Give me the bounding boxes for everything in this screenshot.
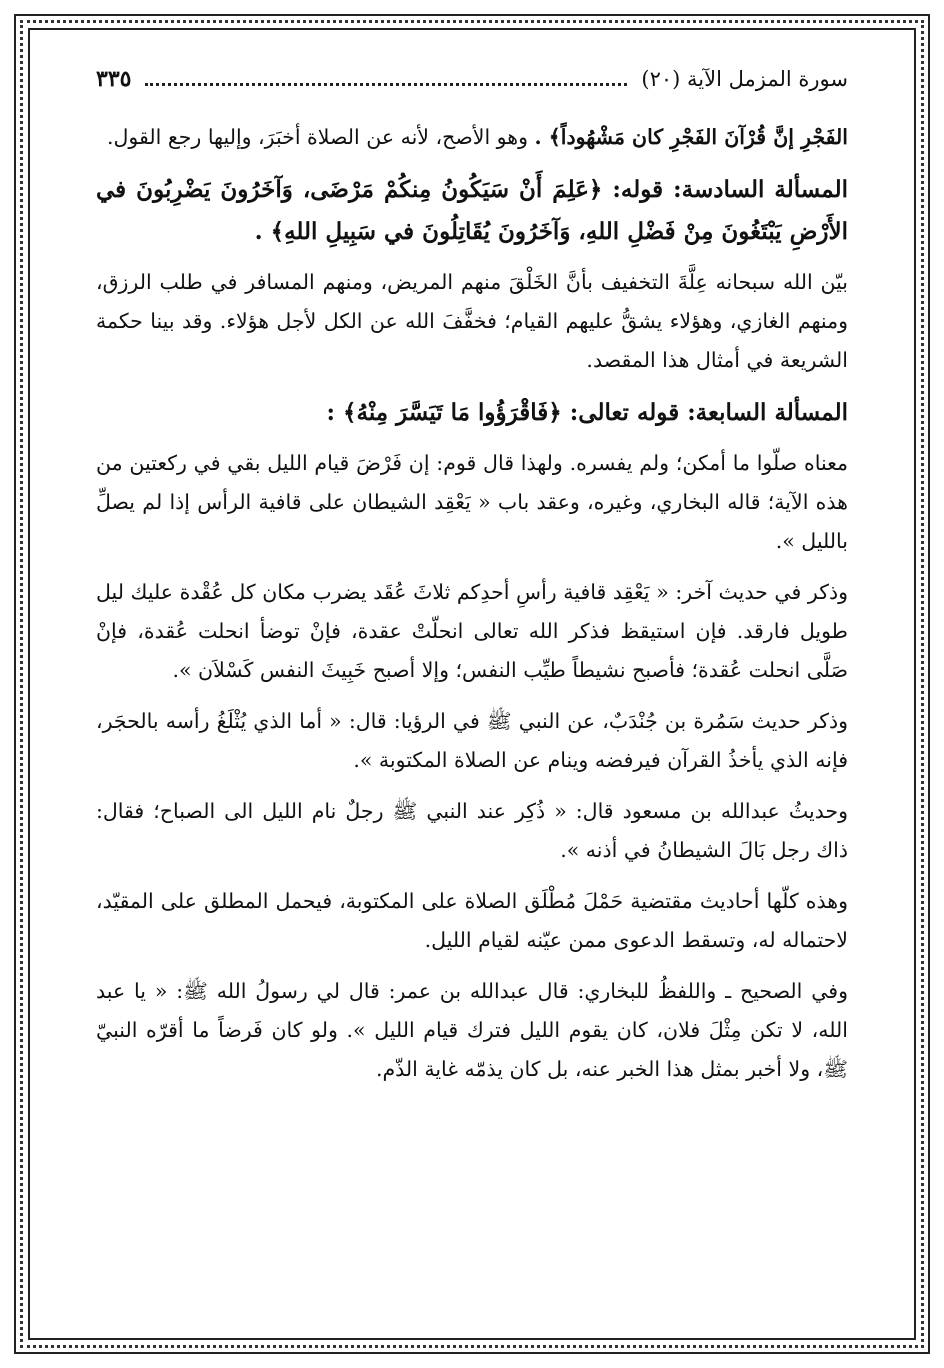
page-content: [96, 66, 848, 1308]
section-heading: المسألة السادسة: قوله: ﴿عَلِمَ أَنْ سَيَكُونُ مِنكُمْ مَرْضَى، وَآخَرُونَ يَضْرِبُونَ في الأَرْضِ يَبْتَغُونَ مِنْ فَضْلِ اللهِ، وَآخَرُونَ يُقَاتِلُونَ في سَبِيلِ اللهِ﴾ .: [96, 176, 848, 245]
paragraph: وذكر حديث سَمُرة بن جُنْدَبٌ، عن النبي ﷺ في الرؤيا: قال: « أما الذي يُثْلَغُ رأسه بالحجَر، فإنه الذي يأخذُ القرآن فيرفضه وينام عن الصلاة المكتوبة ».: [96, 709, 848, 772]
section-heading: المسألة السابعة: قوله تعالى: ﴿فَاقْرَؤُوا مَا تَيَسَّرَ مِنْهُ﴾ :: [326, 399, 848, 426]
paragraph: وحديثُ عبدالله بن مسعود قال: « ذُكِر عند النبي ﷺ رجلٌ نام الليل الى الصباح؛ فقال: ذاك رجل بَالَ الشيطانُ في أذنه ».: [96, 799, 848, 862]
paragraph: وفي الصحيح ـ واللفظُ للبخاري: قال عبدالله بن عمر: قال لي رسولُ الله ﷺ: « يا عبد الله، لا تكن مِثْلَ فلان، كان يقوم الليل فترك قيام الليل ». ولو كان فَرضاً ما أقرّه النبيّ ﷺ، ولا أخبر بمثل هذا الخبر عنه، بل كان يذمّه غاية الذّم.: [96, 979, 848, 1081]
running-header: [96, 66, 848, 92]
paragraph: وهذه كلّها أحاديث مقتضية حَمْلَ مُطْلَق الصلاة على المكتوبة، فيحمل المطلق على المقيّد، لاحتماله له، وتسقط الدعوى ممن عيّنه لقيام الليل.: [96, 889, 848, 952]
quran-quote: الفَجْرِ إنَّ قُرْآنَ الفَجْرِ كان مَشْهُوداً﴾ .: [534, 125, 848, 149]
paragraph-text: وهو الأصح، لأنه عن الصلاة أخبَرَ، وإليها رجع القول.: [106, 125, 535, 149]
page-number: ٣٣٥: [96, 66, 132, 92]
paragraph: وذكر في حديث آخر: « يَعْقِد قافية رأسِ أحدِكم ثلاثَ عُقَد يضرب مكان كل عُقْدة عليك ليل طويل فارقد. فإن استيقظ فذكر الله تعالى انحلّتْ عقدة، فإنْ توضأ انحلت عُقدة، فإنْ صَلَّى انحلت عُقدة؛ فأصبح نشيطاً طيِّب النفس؛ وإلا أصبح خَبِيثَ النفس كَسْلاَن ».: [96, 580, 848, 682]
header-leader-dots: [145, 73, 627, 86]
paragraph: بيّن الله سبحانه عِلَّةَ التخفيف بأنَّ الخَلْقَ منهم المريض، ومنهم المسافر في طلب الرزق، ومنهم الغازي، وهؤلاء يشقُّ عليهم القيام؛ فخفَّفَ الله عن الكل لأجل هؤلاء. وقد بينا حكمة الشريعة في أمثال هذا المقصد.: [96, 270, 848, 372]
header-title: سورة المزمل الآية (٢٠): [641, 67, 848, 91]
paragraph: معناه صلّوا ما أمكن؛ ولم يفسره. ولهذا قال قوم: إن فَرْضَ قيام الليل بقي في ركعتين من هذه الآية؛ قاله البخاري، وغيره، وعقد باب « يَعْقِد الشيطان على قافية الرأس إذا لم يصلِّ بالليل ».: [96, 451, 848, 553]
paragraph: [96, 118, 848, 157]
